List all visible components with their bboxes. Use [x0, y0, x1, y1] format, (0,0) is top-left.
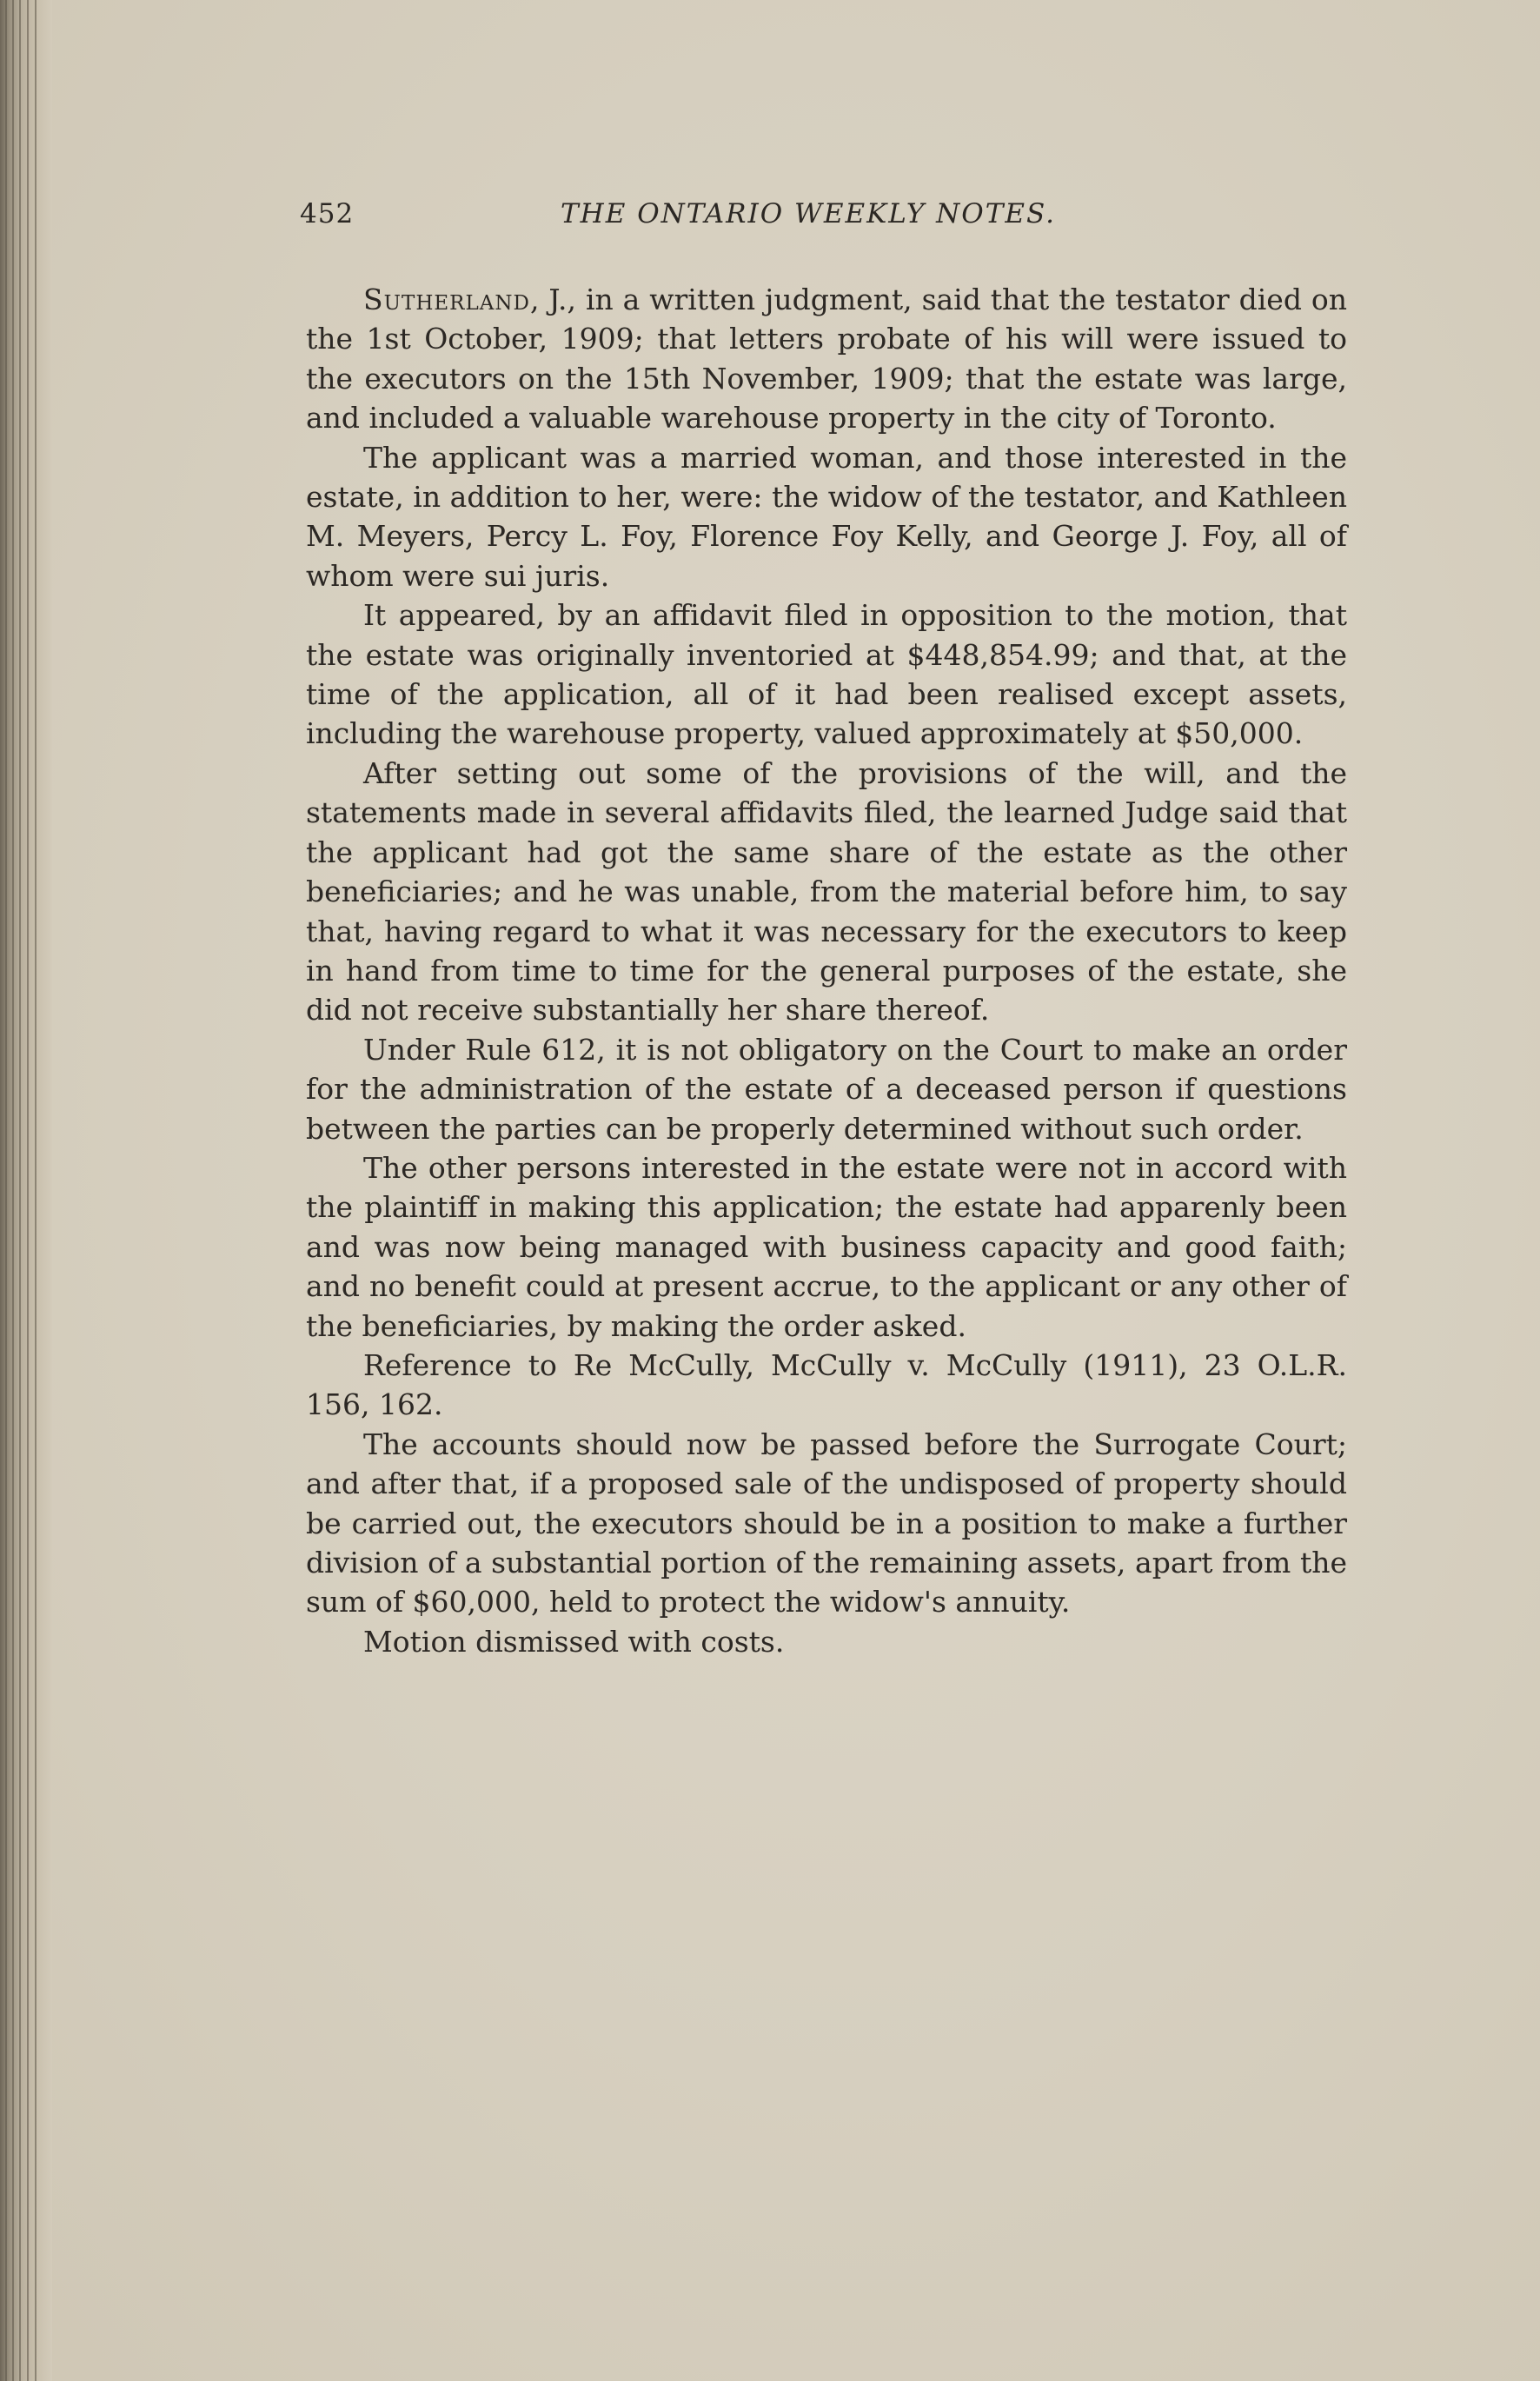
- page-edge-line: [27, 0, 29, 2381]
- page-edge-line: [5, 0, 7, 2381]
- paragraph: It appeared, by an affidavit filed in opposition to the motion, that the estate was originally inventoried at $448,854.99; and that, at the time of the application, all of it had been realised except assets, including the warehouse property, valued approximately at $50,000.: [306, 598, 1347, 751]
- page-edge-line: [35, 0, 37, 2381]
- page-edge-line: [12, 0, 14, 2381]
- paragraph-closing: Motion dismissed with costs.: [363, 1624, 785, 1659]
- page-header: [300, 198, 1343, 242]
- paragraph: The accounts should now be passed before the Surrogate Court; and after that, if a proposed sale of the undisposed of property should be carried out, the executors should be in a position to make a further division of a substantial portion of the remaining assets, apart from the sum of $60,000, held to protect the widow's annuity.: [306, 1427, 1347, 1619]
- running-head: THE ONTARIO WEEKLY NOTES.: [561, 198, 1056, 229]
- paragraph: The other persons interested in the estate were not in accord with the plaintiff in making this application; the estate had apparenly been and was now being managed with business capacity and good faith; and no benefit could at present accrue, to the applicant or any other of the beneficiaries, by making the order asked.: [306, 1150, 1347, 1343]
- paragraph: Reference to Re McCully, McCully v. McCully (1911), 23 O.L.R. 156, 162.: [306, 1347, 1347, 1422]
- page-number: 452: [300, 198, 355, 229]
- judgment-text: [306, 280, 1347, 1661]
- book-spine-edge: [0, 0, 52, 2381]
- paragraph-text: , J., in a written judgment, said that the testator died on the 1st October, 1909; that letters probate of his will were issued to the executors on the 15th November, 1909; that the estate was large, and included a valuable warehouse property in the city of Toronto.: [306, 283, 1347, 436]
- paragraph: Under Rule 612, it is not obligatory on the Court to make an order for the administration of the estate of a deceased person if questions between the parties can be properly determined without such order.: [306, 1032, 1347, 1146]
- paragraph: The applicant was a married woman, and those interested in the estate, in addition to her, were: the widow of the testator, and Kathleen M. Meyers, Percy L. Foy, Florence Foy Kelly, and George J. Foy, all of whom were sui juris.: [306, 440, 1347, 593]
- paragraph: After setting out some of the provisions of the will, and the statements made in several affidavits filed, the learned Judge said that the applicant had got the same share of the estate as the other beneficiaries; and he was unable, from the material before him, to say that, having regard to what it was necessary for the executors to keep in hand from time to time for the general purposes of the estate, she did not receive substantially her share thereof.: [306, 755, 1347, 1028]
- paragraph: [306, 280, 1347, 438]
- judge-name: Sutherland: [363, 283, 530, 316]
- page-edge-line: [19, 0, 21, 2381]
